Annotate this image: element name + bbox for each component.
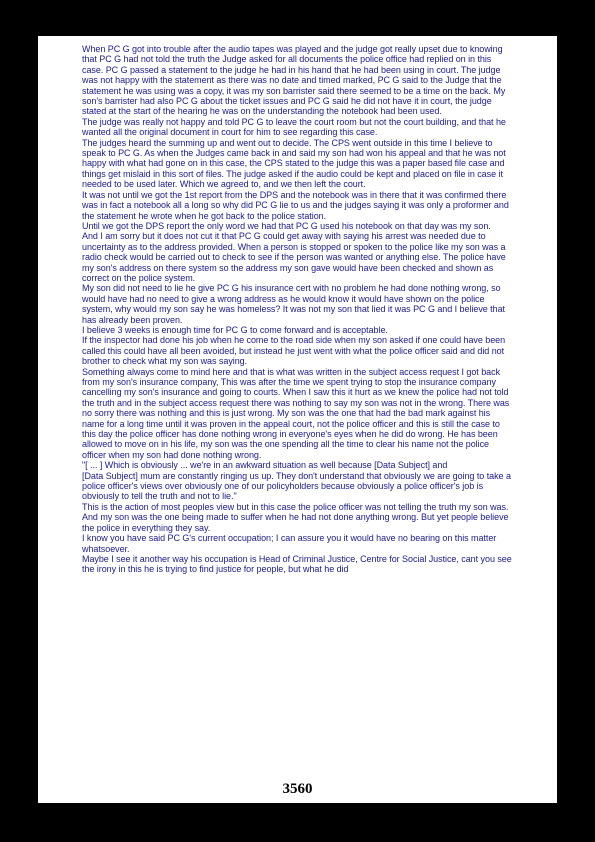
paragraph: Until we got the DPS report the only word we had that PC G used his notebook on that day was my son. — [82, 220, 491, 231]
paragraph: I believe 3 weeks is enough time for PC G to come forward and is acceptable. — [82, 324, 388, 335]
paragraph: This is the action of most peoples view but in this case the police officer was not telling the truth my son was. And my son was the one being made to suffer when he had not done anything wrong. But yet people believe the police in everything they say. — [82, 501, 509, 533]
quote-paragraph: "[ ... ] Which is obviously ... we're in an awkward situation as well because [Data Subject] and — [82, 460, 448, 471]
paragraph: Something always come to mind here and that is what was written in the subject access request I got back from my son's insurance company, This was after the time we spent trying to stop the insurance company cancelling my son's insurance and going to courts. When I saw this it hurt as we knew the police had not told the truth and in the subject access request there was nothing to say my son was not in the wrong. There was no sorry there was nothing and this is just wrong. My son was the one that had the bad mark against his name for a long time until it was proven in the appeal court, not the police officer and this is still the case to this day the police officer has done nothing wrong in everyone's eyes when he did do wrong. He has been allowed to move on in his life, my son was the one spending all the time to clear his name not the police officer when my son had done nothing wrong. — [82, 366, 510, 460]
paragraph: Maybe I see it another way his occupation is Head of Criminal Justice, Centre for Social Justice, cant you see the irony in this he is trying to find justice for people, but what he did — [82, 553, 512, 575]
paragraph: The judge was really not happy and told PC G to leave the court room but not the court building, and that he wanted all the original document in court for him to see regarding this case. — [82, 116, 506, 138]
paragraph: If the inspector had done his job when he come to the road side when my son asked if one could have been called this could have all been avoided, but instead he just went with what the police officer said and did not brother to check what my son was saying. — [82, 335, 506, 367]
page-number: 3560 — [282, 781, 313, 797]
paragraph: My son did not need to lie he give PC G his insurance cert with no problem he had done nothing wrong, so would have had no need to give a wrong address as he would know it would have shown on the police system, why would my son say he was homeless? It was not my son that lied it was PC G and I believe that has already been proven. — [82, 283, 505, 325]
paragraph: I know you have said PC G's current occupation; I can assure you it would have no bearing on this matter whatsoever. — [82, 533, 497, 554]
letter-body — [82, 44, 514, 575]
paragraph: It was not until we got the 1st report from the DPS and the notebook was in there that it was confirmed there was in fact a notebook all a long so why did PC G lie to us and the judges saying it was only a proformer and the statement he wrote when he got back to the police station. — [82, 189, 509, 221]
paragraph: When PC G got into trouble after the audio tapes was played and the judge got really upset due to knowing that PC G had not told the truth the Judge asked for all documents the police office had replied on in this case. PC G passed a statement to the judge he had in his hand that he had been using in court. The judge was not happy with the statement as there was no date and timed marked, PC G said to the Judge that the statement he was using was a copy, it was my son barrister said there seemed to be a time on the back. My son's barrister had also PC G about the ticket issues and PC G said he did not have it in court, the judge stated at the start of the hearing he was on the understanding the notebook had been used. — [82, 44, 506, 117]
quote-paragraph: [Data Subject] mum are constantly ringing us up. They don't understand that obviously we are going to take a police officer's views over obviously one of our policyholders because obviously a police officer's job is obviously to tell the truth and not to lie." — [82, 470, 511, 502]
paragraph: The judges heard the summing up and went out to decide. The CPS went outside in this time I believe to speak to PC G. As when the Judges came back in and said my son had won his appeal and that he was not happy with what had gone on in this case, the CPS stated to the judge this was a paper based file case and things get mislaid in this sort of files. The judge asked if the audio could be kept and placed on file in case it needed to be used later. Which we agreed to, and we then left the court. — [82, 137, 506, 190]
paragraph: And I am sorry but it does not cut it that PC G could get away with saying his arrest was needed due to uncertainty as to the address provided. When a person is stopped or spoken to the police like my son was a radio check would be carried out to check to see if the person was wanted or anything else. The police have my son's address on there system so the address my son gave would have been checked and shown as correct on the police system. — [82, 231, 506, 283]
document-page — [38, 36, 557, 803]
